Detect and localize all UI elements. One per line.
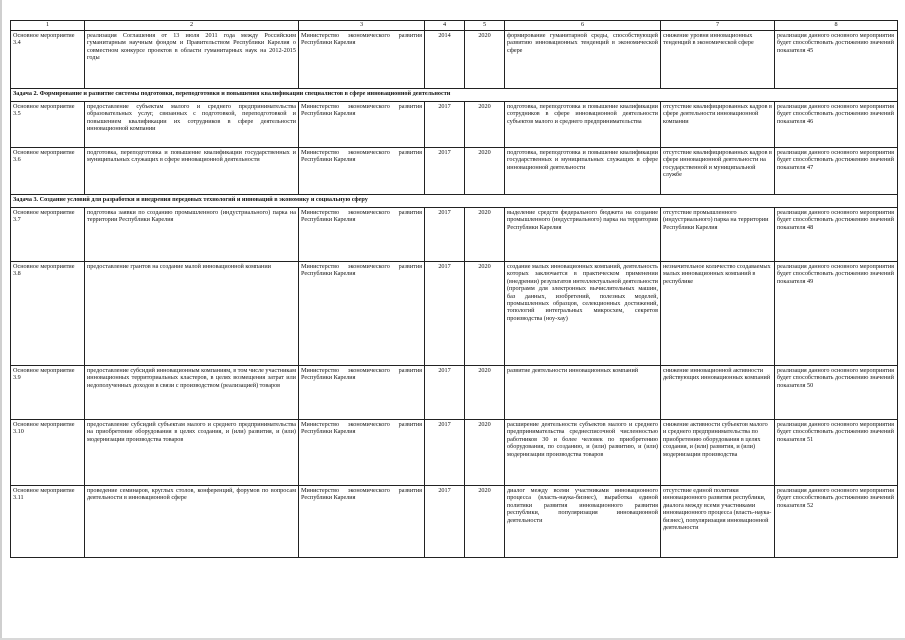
start-year-cell: 2017 — [425, 262, 465, 366]
start-year-cell: 2014 — [425, 31, 465, 89]
end-year-cell: 2020 — [465, 148, 505, 195]
description-cell: проведение семинаров, круглых столов, конференций, форумов по вопросам деятельности в инновационной сфере — [85, 486, 299, 558]
description-cell: подготовка, переподготовка и повышение квалификации государственных и муниципальных служащих в сфере инновационной деятельности — [85, 148, 299, 195]
column-number-6: 6 — [505, 21, 661, 31]
column-number-8: 8 — [775, 21, 898, 31]
start-year-cell: 2017 — [425, 208, 465, 262]
start-year-cell: 2017 — [425, 148, 465, 195]
indicator-link-cell: реализация данного основного мероприятия будет способствовать достижению значений показателя 45 — [775, 31, 898, 89]
end-year-cell: 2020 — [465, 366, 505, 420]
expected-result-cell: подготовка, переподготовка и повышение квалификации государственных и муниципальных служащих в сфере инновационной деятельности — [505, 148, 661, 195]
description-cell: предоставление субсидий инновационным компаниям, в том числе участникам инновационных территориальных кластеров, в целях возмещения затрат или недополученных доходов в связи с производством (реализацией) товаров — [85, 366, 299, 420]
task-heading-row — [11, 89, 898, 102]
start-year-cell: 2017 — [425, 486, 465, 558]
executor-cell: Министерство экономического развития Республики Карелия — [299, 148, 425, 195]
indicator-link-cell: реализация данного основного мероприятия будет способствовать достижению значений показателя 51 — [775, 420, 898, 486]
end-year-cell: 2020 — [465, 262, 505, 366]
executor-cell: Министерство экономического развития Республики Карелия — [299, 486, 425, 558]
measure-name-cell: Основное мероприятие 3.6 — [11, 148, 85, 195]
description-cell: реализация Соглашения от 13 июля 2011 года между Российским гуманитарным научным фондом и Правительством Республики Карелия о совместном конкурсе проектов в области гуманитарных наук на 2012-2015 годы — [85, 31, 299, 89]
expected-result-cell: подготовка, переподготовка и повышение квалификации сотрудников в сфере инновационной деятельности субъектов малого и среднего предпринимательства — [505, 102, 661, 148]
start-year-cell: 2017 — [425, 420, 465, 486]
indicator-link-cell: реализация данного основного мероприятия будет способствовать достижению значений показателя 52 — [775, 486, 898, 558]
end-year-cell: 2020 — [465, 420, 505, 486]
task-heading: Задача 3. Создание условий для разработки и внедрения передовых технологий и инноваций в экономику и социальную сферу — [11, 195, 898, 208]
consequence-cell: снижение активности субъектов малого и среднего предпринимательства по приобретению оборудования в целях создания, и (или) развития, и (или) модернизации производства — [661, 420, 775, 486]
measure-row — [11, 366, 898, 420]
measure-row — [11, 102, 898, 148]
description-cell: предоставление субсидий субъектам малого и среднего предпринимательства на приобретение оборудования в целях создания, и (или) развития, и (или) модернизации производства товаров — [85, 420, 299, 486]
measure-row — [11, 148, 898, 195]
start-year-cell: 2017 — [425, 102, 465, 148]
expected-result-cell: развитие деятельности инновационных компаний — [505, 366, 661, 420]
end-year-cell: 2020 — [465, 102, 505, 148]
description-cell: предоставление субъектам малого и среднего предпринимательства образовательных услуг, связанных с подготовкой, переподготовкой и повышением квалификации их сотрудников в сфере деятельности инновационной компании — [85, 102, 299, 148]
executor-cell: Министерство экономического развития Республики Карелия — [299, 208, 425, 262]
measure-row — [11, 31, 898, 89]
measure-name-cell: Основное мероприятие 3.4 — [11, 31, 85, 89]
expected-result-cell: формирование гуманитарной среды, способствующей развитию инновационных тенденций в экономической сфере — [505, 31, 661, 89]
expected-result-cell: создание малых инновационных компаний, деятельность которых заключается в практическом применении (внедрении) результатов интеллектуальной деятельности (программ для электронных вычислительных машин, баз данных, изобретений, полезных моделей, промышленных образцов, селекционных достижений, топологий интегральных микросхем, секретов производства (ноу-хау) — [505, 262, 661, 366]
measure-row — [11, 262, 898, 366]
task-heading: Задача 2. Формирование и развитие системы подготовки, переподготовки и повышения квалификации специалистов в сфере инновационной деятельности — [11, 89, 898, 102]
table-body — [11, 21, 898, 558]
consequence-cell: отсутствие единой политики инновационного развития республики, диалога между всеми участниками инновационного процесса (власть-наука-бизнес), популяризация инновационной деятельности — [661, 486, 775, 558]
executor-cell: Министерство экономического развития Республики Карелия — [299, 366, 425, 420]
consequence-cell: отсутствие квалифицированных кадров в сфере деятельности инновационной компании — [661, 102, 775, 148]
program-measures-table — [10, 20, 898, 558]
executor-cell: Министерство экономического развития Республики Карелия — [299, 31, 425, 89]
measure-name-cell: Основное мероприятие 3.5 — [11, 102, 85, 148]
executor-cell: Министерство экономического развития Республики Карелия — [299, 102, 425, 148]
executor-cell: Министерство экономического развития Республики Карелия — [299, 262, 425, 366]
end-year-cell: 2020 — [465, 486, 505, 558]
measure-name-cell: Основное мероприятие 3.7 — [11, 208, 85, 262]
measure-row — [11, 420, 898, 486]
measure-row — [11, 486, 898, 558]
indicator-link-cell: реализация данного основного мероприятия будет способствовать достижению значений показателя 49 — [775, 262, 898, 366]
expected-result-cell: выделение средств федерального бюджета на создание промышленного (индустриального) парка на территории Республики Карелия — [505, 208, 661, 262]
start-year-cell: 2017 — [425, 366, 465, 420]
consequence-cell: отсутствие квалифицированных кадров в сфере инновационной деятельности на государственной и муниципальной службе — [661, 148, 775, 195]
description-cell: подготовка заявки по созданию промышленного (индустриального) парка на территории Республики Карелия — [85, 208, 299, 262]
executor-cell: Министерство экономического развития Республики Карелия — [299, 420, 425, 486]
measure-row — [11, 208, 898, 262]
expected-result-cell: диалог между всеми участниками инновационного процесса (власть-наука-бизнес), выработка единой политики развития инновационного развития республики, популяризация инновационной деятельности — [505, 486, 661, 558]
indicator-link-cell: реализация данного основного мероприятия будет способствовать достижению значений показателя 47 — [775, 148, 898, 195]
end-year-cell: 2020 — [465, 31, 505, 89]
task-heading-row — [11, 195, 898, 208]
consequence-cell: снижение инновационной активности действующих инновационных компаний — [661, 366, 775, 420]
expected-result-cell: расширение деятельности субъектов малого и среднего предпринимательства среднесписочной численностью работников 30 и более человек по приобретению оборудования, по созданию, и (или) развитию, и (или) модернизации производства товаров — [505, 420, 661, 486]
column-number-row — [11, 21, 898, 31]
measure-name-cell: Основное мероприятие 3.10 — [11, 420, 85, 486]
consequence-cell: отсутствие промышленного (индустриального) парка на территории Республики Карелия — [661, 208, 775, 262]
measure-name-cell: Основное мероприятие 3.8 — [11, 262, 85, 366]
description-cell: предоставление грантов на создание малой инновационной компании — [85, 262, 299, 366]
measure-name-cell: Основное мероприятие 3.9 — [11, 366, 85, 420]
consequence-cell: незначительное количество создаваемых малых инновационных компаний в республике — [661, 262, 775, 366]
indicator-link-cell: реализация данного основного мероприятия будет способствовать достижению значений показателя 50 — [775, 366, 898, 420]
column-number-2: 2 — [85, 21, 299, 31]
indicator-link-cell: реализация данного основного мероприятия будет способствовать достижению значений показателя 48 — [775, 208, 898, 262]
measure-name-cell: Основное мероприятие 3.11 — [11, 486, 85, 558]
column-number-1: 1 — [11, 21, 85, 31]
column-number-7: 7 — [661, 21, 775, 31]
column-number-5: 5 — [465, 21, 505, 31]
end-year-cell: 2020 — [465, 208, 505, 262]
column-number-4: 4 — [425, 21, 465, 31]
column-number-3: 3 — [299, 21, 425, 31]
program-table-page — [10, 20, 897, 558]
indicator-link-cell: реализация данного основного мероприятия будет способствовать достижению значений показателя 46 — [775, 102, 898, 148]
consequence-cell: снижение уровня инновационных тенденций в экономической сфере — [661, 31, 775, 89]
